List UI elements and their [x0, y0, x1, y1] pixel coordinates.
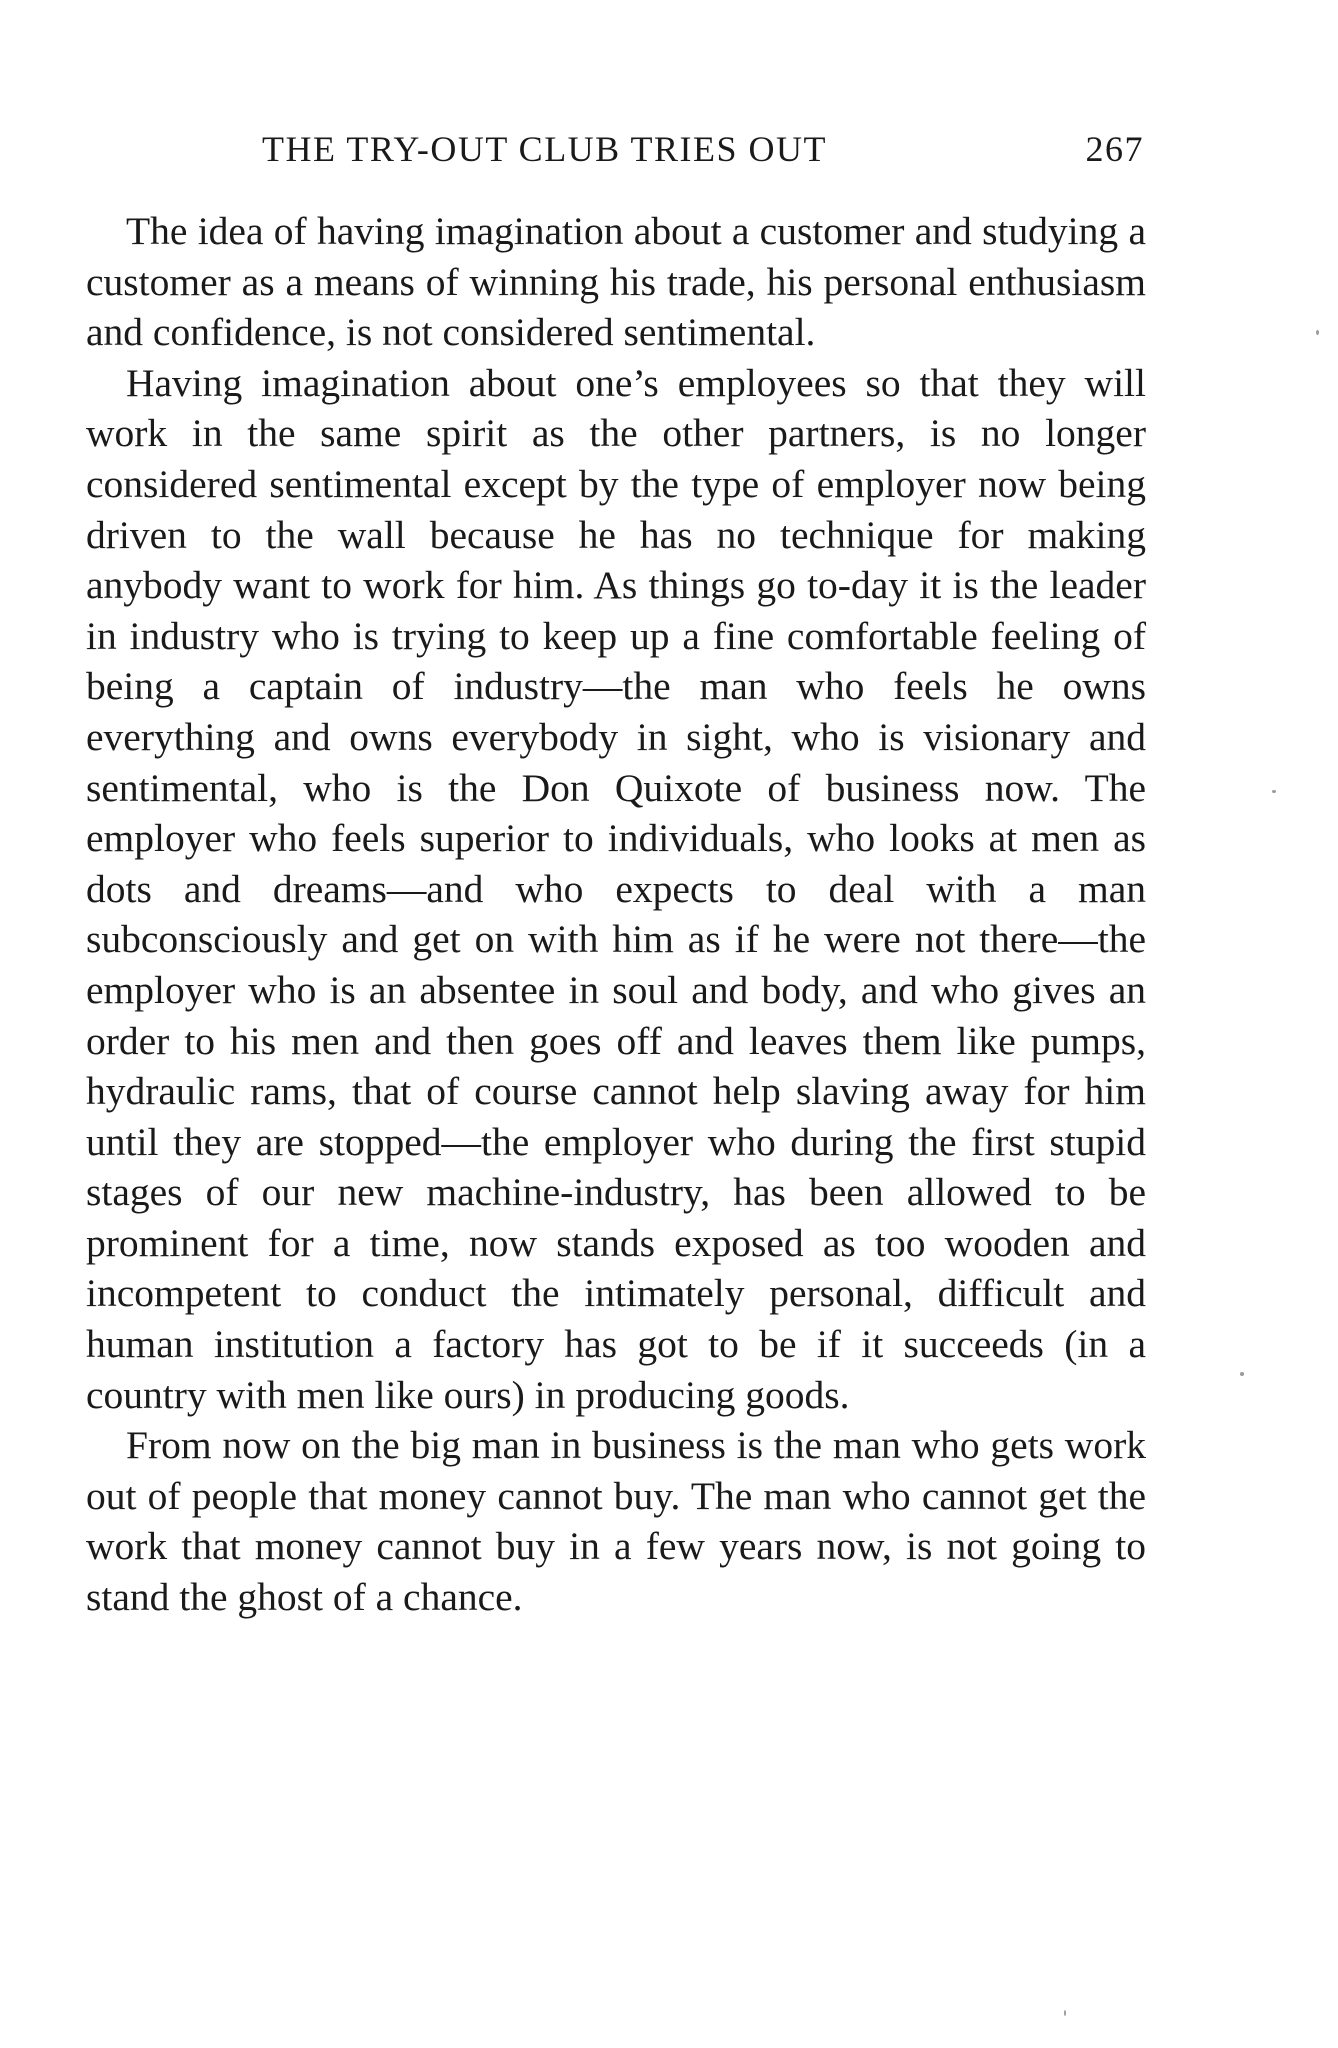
running-head [262, 128, 1144, 178]
scan-speck [1272, 790, 1276, 793]
paragraph: Having imagination about one’s employees so that they will work in the same spirit as the other partners, is no longer considered sentimental except by the type of employer now being driven to the wall because he has no technique for making anybody want to work for him. As things go to-day it is the leader in industry who is trying to keep up a fine comfortable feeling of being a captain of industry—the man who feels he owns everything and owns everybody in sight, who is visionary and sentimental, who is the Don Quixote of business now. The employer who feels superior to individuals, who looks at men as dots and dreams—and who expects to deal with a man subconsciously and get on with him as if he were not there—the employer who is an absentee in soul and body, and who gives an order to his men and then goes off and leaves them like pumps, hydraulic rams, that of course cannot help slaving away for him until they are stopped—the employer who during the first stupid stages of our new machine-industry, has been allowed to be prominent for a time, now stands exposed as too wooden and incompetent to conduct the intimately personal, difficult and human institution a factory has got to be if it succeeds (in a country with men like ours) in producing goods. [86, 360, 1146, 1417]
paragraph: The idea of having imagination about a customer and studying a customer as a means of winning his trade, his personal enthusiasm and confidence, is not considered sentimental. [86, 209, 1146, 355]
paragraph: From now on the big man in business is the man who gets work out of people that money cannot buy. The man who cannot get the work that money cannot buy in a few years now, is not going to stand the ghost of a chance. [86, 1423, 1146, 1620]
running-title: THE TRY-OUT CLUB TRIES OUT [262, 129, 828, 169]
page-number: 267 [1085, 129, 1144, 169]
scan-speck [1316, 330, 1319, 335]
body-text [86, 206, 1146, 1623]
scan-speck [1240, 1372, 1244, 1376]
scan-speck [1064, 2010, 1066, 2016]
